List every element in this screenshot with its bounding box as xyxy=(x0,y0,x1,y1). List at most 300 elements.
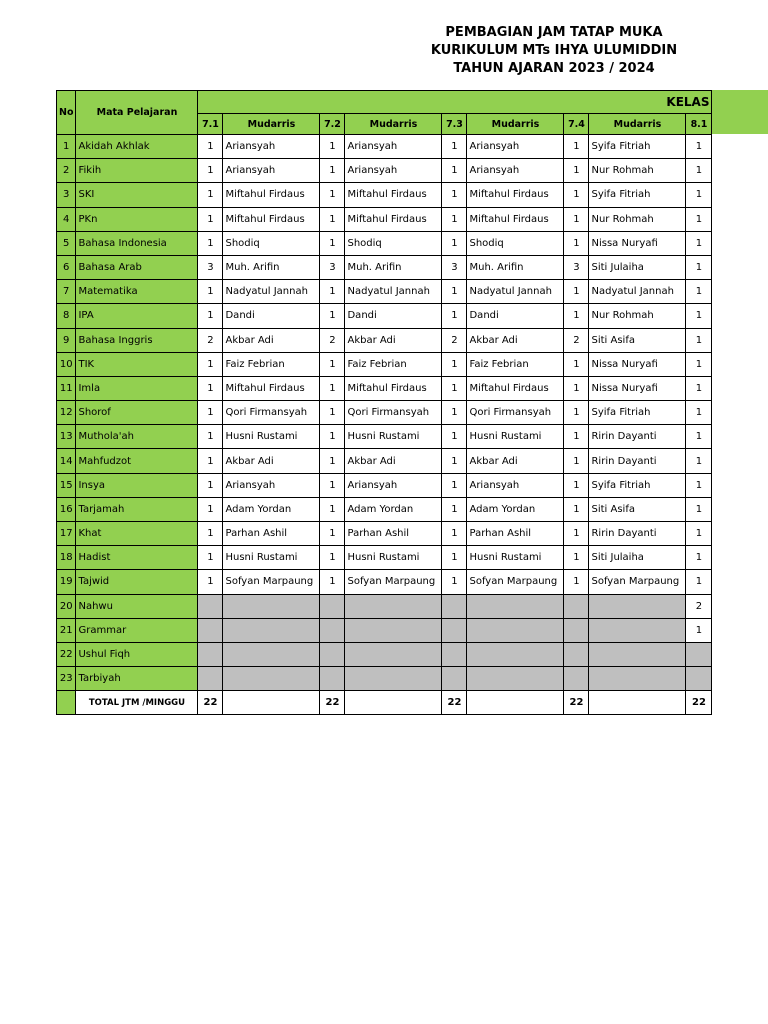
hours-cell-8-1: 1 xyxy=(686,570,712,594)
teacher-cell: Ariansyah xyxy=(223,473,320,497)
table-row xyxy=(57,159,712,183)
hours-cell: 1 xyxy=(198,207,223,231)
hours-cell: 1 xyxy=(442,546,467,570)
total-label: TOTAL JTM /MINGGU xyxy=(76,691,198,715)
teacher-cell: Nur Rohmah xyxy=(589,159,686,183)
teacher-cell: Ririn Dayanti xyxy=(589,449,686,473)
total-empty-cell xyxy=(223,691,320,715)
hours-cell: 1 xyxy=(320,135,345,159)
teacher-cell xyxy=(345,642,442,666)
teacher-cell: Ariansyah xyxy=(467,135,564,159)
table-row xyxy=(57,497,712,521)
hours-cell: 1 xyxy=(564,183,589,207)
total-no-cell xyxy=(57,691,76,715)
header-mudarris: Mudarris xyxy=(467,114,564,135)
hours-cell: 1 xyxy=(442,183,467,207)
hours-cell: 1 xyxy=(442,207,467,231)
teacher-cell: Akbar Adi xyxy=(223,328,320,352)
teacher-cell xyxy=(467,594,564,618)
teacher-cell: Nadyatul Jannah xyxy=(345,280,442,304)
hours-cell-8-1: 1 xyxy=(686,231,712,255)
title-line-2: KURIKULUM MTs IHYA ULUMIDDIN xyxy=(430,43,678,58)
header-mudarris: Mudarris xyxy=(223,114,320,135)
table-row xyxy=(57,594,712,618)
subject-name: TIK xyxy=(76,352,198,376)
hours-cell-8-1: 1 xyxy=(686,546,712,570)
teacher-cell: Nissa Nuryafi xyxy=(589,352,686,376)
row-number: 20 xyxy=(57,594,76,618)
table-row xyxy=(57,522,712,546)
teacher-cell: Akbar Adi xyxy=(345,328,442,352)
row-number: 3 xyxy=(57,183,76,207)
teacher-cell xyxy=(345,594,442,618)
teacher-cell: Adam Yordan xyxy=(345,497,442,521)
teacher-cell: Miftahul Firdaus xyxy=(467,376,564,400)
header-class-7-3: 7.3 xyxy=(442,114,467,135)
teacher-cell: Nadyatul Jannah xyxy=(589,280,686,304)
total-value: 22 xyxy=(198,691,223,715)
hours-cell: 1 xyxy=(564,280,589,304)
teacher-cell: Ariansyah xyxy=(467,159,564,183)
hours-cell: 1 xyxy=(198,546,223,570)
teacher-cell: Qori Firmansyah xyxy=(467,401,564,425)
header-class-7-2: 7.2 xyxy=(320,114,345,135)
hours-cell: 1 xyxy=(320,449,345,473)
row-number: 17 xyxy=(57,522,76,546)
teacher-cell: Shodiq xyxy=(345,231,442,255)
hours-cell-8-1: 1 xyxy=(686,449,712,473)
hours-cell: 1 xyxy=(320,352,345,376)
hours-cell: 1 xyxy=(198,352,223,376)
hours-cell: 1 xyxy=(198,304,223,328)
hours-cell xyxy=(198,594,223,618)
hours-cell: 1 xyxy=(320,401,345,425)
total-empty-cell xyxy=(467,691,564,715)
teacher-cell: Faiz Febrian xyxy=(345,352,442,376)
hours-cell: 1 xyxy=(198,376,223,400)
row-number: 10 xyxy=(57,352,76,376)
hours-cell-8-1: 1 xyxy=(686,304,712,328)
teacher-cell: Parhan Ashil xyxy=(345,522,442,546)
teacher-cell xyxy=(223,594,320,618)
teacher-cell xyxy=(467,642,564,666)
row-number: 22 xyxy=(57,642,76,666)
table-row xyxy=(57,376,712,400)
subject-name: Akidah Akhlak xyxy=(76,135,198,159)
teacher-cell: Husni Rustami xyxy=(345,425,442,449)
teacher-cell: Husni Rustami xyxy=(223,546,320,570)
hours-cell: 1 xyxy=(442,352,467,376)
table-row xyxy=(57,255,712,279)
hours-cell-8-1: 1 xyxy=(686,473,712,497)
hours-cell: 3 xyxy=(564,255,589,279)
hours-cell: 1 xyxy=(320,425,345,449)
teacher-cell: Miftahul Firdaus xyxy=(223,183,320,207)
hours-cell-8-1: 1 xyxy=(686,135,712,159)
hours-cell: 1 xyxy=(442,159,467,183)
subject-name: Khat xyxy=(76,522,198,546)
row-number: 23 xyxy=(57,667,76,691)
subject-name: Tarjamah xyxy=(76,497,198,521)
teacher-cell: Sofyan Marpaung xyxy=(223,570,320,594)
hours-cell: 1 xyxy=(198,570,223,594)
table-row xyxy=(57,280,712,304)
hours-cell-8-1: 1 xyxy=(686,352,712,376)
total-row xyxy=(57,691,712,715)
teacher-cell: Siti Asifa xyxy=(589,328,686,352)
hours-cell: 1 xyxy=(442,304,467,328)
hours-cell: 1 xyxy=(198,231,223,255)
header-class-8-1: 8.1 xyxy=(686,114,712,135)
hours-cell xyxy=(564,667,589,691)
teacher-cell: Dandi xyxy=(223,304,320,328)
hours-cell: 3 xyxy=(442,255,467,279)
teacher-cell: Adam Yordan xyxy=(223,497,320,521)
teacher-cell: Muh. Arifin xyxy=(467,255,564,279)
document-title xyxy=(400,24,708,78)
teacher-cell: Miftahul Firdaus xyxy=(345,207,442,231)
hours-cell: 1 xyxy=(564,135,589,159)
hours-cell: 1 xyxy=(564,546,589,570)
hours-cell: 1 xyxy=(442,231,467,255)
teacher-cell xyxy=(467,667,564,691)
hours-cell: 1 xyxy=(320,231,345,255)
teacher-cell: Syifa Fitriah xyxy=(589,401,686,425)
header-class-7-4: 7.4 xyxy=(564,114,589,135)
subject-name: Fikih xyxy=(76,159,198,183)
row-number: 16 xyxy=(57,497,76,521)
teacher-cell: Akbar Adi xyxy=(345,449,442,473)
hours-cell: 1 xyxy=(564,473,589,497)
row-number: 14 xyxy=(57,449,76,473)
teacher-cell: Ariansyah xyxy=(467,473,564,497)
hours-cell: 1 xyxy=(320,473,345,497)
subject-name: Mahfudzot xyxy=(76,449,198,473)
row-number: 5 xyxy=(57,231,76,255)
hours-cell xyxy=(442,642,467,666)
hours-cell: 1 xyxy=(564,522,589,546)
teacher-cell: Husni Rustami xyxy=(223,425,320,449)
subject-name: PKn xyxy=(76,207,198,231)
teacher-cell xyxy=(223,642,320,666)
hours-cell: 1 xyxy=(320,546,345,570)
hours-cell: 2 xyxy=(564,328,589,352)
hours-cell: 1 xyxy=(198,425,223,449)
hours-cell: 2 xyxy=(320,328,345,352)
hours-cell-8-1: 2 xyxy=(686,594,712,618)
table-row xyxy=(57,570,712,594)
hours-cell: 3 xyxy=(320,255,345,279)
teacher-cell: Faiz Febrian xyxy=(467,352,564,376)
hours-cell-8-1 xyxy=(686,642,712,666)
teacher-cell: Husni Rustami xyxy=(345,546,442,570)
schedule-table xyxy=(56,90,712,715)
hours-cell: 1 xyxy=(198,473,223,497)
hours-cell xyxy=(442,618,467,642)
hours-cell xyxy=(564,642,589,666)
table-row xyxy=(57,667,712,691)
total-value: 22 xyxy=(442,691,467,715)
hours-cell xyxy=(198,642,223,666)
teacher-cell xyxy=(589,594,686,618)
table-row xyxy=(57,546,712,570)
hours-cell: 1 xyxy=(198,280,223,304)
subject-name: Nahwu xyxy=(76,594,198,618)
hours-cell: 1 xyxy=(564,304,589,328)
hours-cell-8-1 xyxy=(686,667,712,691)
table-row xyxy=(57,135,712,159)
subject-name: Bahasa Indonesia xyxy=(76,231,198,255)
teacher-cell: Syifa Fitriah xyxy=(589,135,686,159)
hours-cell xyxy=(320,594,345,618)
hours-cell-8-1: 1 xyxy=(686,522,712,546)
teacher-cell: Dandi xyxy=(467,304,564,328)
row-number: 19 xyxy=(57,570,76,594)
subject-name: Grammar xyxy=(76,618,198,642)
teacher-cell: Nur Rohmah xyxy=(589,207,686,231)
hours-cell xyxy=(198,667,223,691)
subject-name: Imla xyxy=(76,376,198,400)
teacher-cell: Adam Yordan xyxy=(467,497,564,521)
hours-cell-8-1: 1 xyxy=(686,183,712,207)
teacher-cell: Syifa Fitriah xyxy=(589,183,686,207)
teacher-cell: Akbar Adi xyxy=(223,449,320,473)
total-value: 22 xyxy=(564,691,589,715)
table-row xyxy=(57,425,712,449)
hours-cell xyxy=(320,667,345,691)
hours-cell: 1 xyxy=(320,183,345,207)
hours-cell xyxy=(442,594,467,618)
row-number: 4 xyxy=(57,207,76,231)
header-fill-extension xyxy=(711,90,768,134)
row-number: 12 xyxy=(57,401,76,425)
teacher-cell xyxy=(345,618,442,642)
hours-cell: 2 xyxy=(442,328,467,352)
hours-cell: 1 xyxy=(198,135,223,159)
hours-cell: 1 xyxy=(564,352,589,376)
row-number: 18 xyxy=(57,546,76,570)
teacher-cell: Dandi xyxy=(345,304,442,328)
hours-cell: 1 xyxy=(320,280,345,304)
teacher-cell xyxy=(223,618,320,642)
teacher-cell: Siti Julaiha xyxy=(589,546,686,570)
teacher-cell: Miftahul Firdaus xyxy=(467,183,564,207)
hours-cell-8-1: 1 xyxy=(686,159,712,183)
teacher-cell: Husni Rustami xyxy=(467,425,564,449)
row-number: 8 xyxy=(57,304,76,328)
subject-name: Insya xyxy=(76,473,198,497)
hours-cell: 1 xyxy=(442,280,467,304)
teacher-cell xyxy=(589,618,686,642)
table-row xyxy=(57,207,712,231)
row-number: 6 xyxy=(57,255,76,279)
hours-cell: 1 xyxy=(320,497,345,521)
total-value-8-1: 22 xyxy=(686,691,712,715)
teacher-cell: Nissa Nuryafi xyxy=(589,231,686,255)
header-mudarris: Mudarris xyxy=(345,114,442,135)
subject-name: Tarbiyah xyxy=(76,667,198,691)
hours-cell xyxy=(320,618,345,642)
hours-cell: 1 xyxy=(198,183,223,207)
teacher-cell xyxy=(345,667,442,691)
hours-cell: 1 xyxy=(564,159,589,183)
teacher-cell: Shodiq xyxy=(223,231,320,255)
title-line-3: TAHUN AJARAN 2023 / 2024 xyxy=(453,61,655,76)
total-empty-cell xyxy=(589,691,686,715)
hours-cell-8-1: 1 xyxy=(686,280,712,304)
teacher-cell: Akbar Adi xyxy=(467,449,564,473)
teacher-cell: Parhan Ashil xyxy=(223,522,320,546)
teacher-cell: Siti Asifa xyxy=(589,497,686,521)
header-mata-pelajaran: Mata Pelajaran xyxy=(76,91,198,135)
table-row xyxy=(57,618,712,642)
hours-cell xyxy=(320,642,345,666)
hours-cell: 1 xyxy=(320,159,345,183)
hours-cell: 1 xyxy=(564,401,589,425)
hours-cell-8-1: 1 xyxy=(686,328,712,352)
teacher-cell: Sofyan Marpaung xyxy=(589,570,686,594)
teacher-cell xyxy=(223,667,320,691)
hours-cell: 1 xyxy=(198,449,223,473)
hours-cell: 1 xyxy=(442,425,467,449)
row-number: 9 xyxy=(57,328,76,352)
hours-cell-8-1: 1 xyxy=(686,497,712,521)
subject-name: Shorof xyxy=(76,401,198,425)
hours-cell: 1 xyxy=(442,135,467,159)
title-line-1: PEMBAGIAN JAM TATAP MUKA xyxy=(445,25,663,40)
subject-name: Hadist xyxy=(76,546,198,570)
hours-cell xyxy=(442,667,467,691)
table-row xyxy=(57,352,712,376)
subject-name: IPA xyxy=(76,304,198,328)
hours-cell: 1 xyxy=(442,449,467,473)
hours-cell xyxy=(564,594,589,618)
hours-cell: 1 xyxy=(564,425,589,449)
hours-cell-8-1: 1 xyxy=(686,425,712,449)
header-kelas: KELAS xyxy=(198,91,712,114)
hours-cell xyxy=(198,618,223,642)
table-row xyxy=(57,642,712,666)
teacher-cell: Sofyan Marpaung xyxy=(345,570,442,594)
teacher-cell: Faiz Febrian xyxy=(223,352,320,376)
header-row-kelas xyxy=(57,91,712,114)
hours-cell: 1 xyxy=(198,522,223,546)
row-number: 11 xyxy=(57,376,76,400)
teacher-cell: Ariansyah xyxy=(345,473,442,497)
table-row xyxy=(57,449,712,473)
teacher-cell: Muh. Arifin xyxy=(345,255,442,279)
teacher-cell: Sofyan Marpaung xyxy=(467,570,564,594)
teacher-cell: Qori Firmansyah xyxy=(345,401,442,425)
teacher-cell: Miftahul Firdaus xyxy=(345,183,442,207)
table-row xyxy=(57,304,712,328)
teacher-cell: Ariansyah xyxy=(345,135,442,159)
hours-cell: 1 xyxy=(320,304,345,328)
teacher-cell: Parhan Ashil xyxy=(467,522,564,546)
teacher-cell xyxy=(589,642,686,666)
table-row xyxy=(57,183,712,207)
teacher-cell: Ririn Dayanti xyxy=(589,425,686,449)
hours-cell: 1 xyxy=(564,449,589,473)
table-row xyxy=(57,231,712,255)
header-no: No xyxy=(57,91,76,135)
subject-name: Muthola'ah xyxy=(76,425,198,449)
teacher-cell: Nur Rohmah xyxy=(589,304,686,328)
subject-name: SKI xyxy=(76,183,198,207)
hours-cell-8-1: 1 xyxy=(686,255,712,279)
hours-cell-8-1: 1 xyxy=(686,376,712,400)
teacher-cell: Miftahul Firdaus xyxy=(467,207,564,231)
hours-cell: 1 xyxy=(198,401,223,425)
table-row xyxy=(57,401,712,425)
total-value: 22 xyxy=(320,691,345,715)
hours-cell: 1 xyxy=(320,570,345,594)
hours-cell xyxy=(564,618,589,642)
teacher-cell: Qori Firmansyah xyxy=(223,401,320,425)
hours-cell: 2 xyxy=(198,328,223,352)
teacher-cell: Miftahul Firdaus xyxy=(223,207,320,231)
table-row xyxy=(57,473,712,497)
teacher-cell: Ariansyah xyxy=(223,135,320,159)
teacher-cell: Ririn Dayanti xyxy=(589,522,686,546)
hours-cell: 1 xyxy=(442,376,467,400)
subject-name: Tajwid xyxy=(76,570,198,594)
hours-cell-8-1: 1 xyxy=(686,618,712,642)
hours-cell: 1 xyxy=(320,522,345,546)
row-number: 15 xyxy=(57,473,76,497)
header-class-7-1: 7.1 xyxy=(198,114,223,135)
hours-cell: 1 xyxy=(442,570,467,594)
header-mudarris: Mudarris xyxy=(589,114,686,135)
hours-cell: 1 xyxy=(442,473,467,497)
teacher-cell: Nadyatul Jannah xyxy=(223,280,320,304)
teacher-cell: Muh. Arifin xyxy=(223,255,320,279)
hours-cell: 1 xyxy=(564,376,589,400)
subject-name: Ushul Fiqh xyxy=(76,642,198,666)
hours-cell-8-1: 1 xyxy=(686,401,712,425)
teacher-cell: Syifa Fitriah xyxy=(589,473,686,497)
hours-cell: 1 xyxy=(442,401,467,425)
row-number: 2 xyxy=(57,159,76,183)
subject-name: Bahasa Inggris xyxy=(76,328,198,352)
teacher-cell xyxy=(467,618,564,642)
teacher-cell: Husni Rustami xyxy=(467,546,564,570)
hours-cell: 1 xyxy=(198,159,223,183)
subject-name: Matematika xyxy=(76,280,198,304)
hours-cell: 1 xyxy=(564,207,589,231)
teacher-cell: Shodiq xyxy=(467,231,564,255)
teacher-cell: Siti Julaiha xyxy=(589,255,686,279)
teacher-cell: Miftahul Firdaus xyxy=(223,376,320,400)
hours-cell: 1 xyxy=(564,231,589,255)
row-number: 13 xyxy=(57,425,76,449)
hours-cell: 1 xyxy=(320,207,345,231)
hours-cell: 1 xyxy=(320,376,345,400)
hours-cell: 1 xyxy=(198,497,223,521)
hours-cell: 3 xyxy=(198,255,223,279)
subject-name: Bahasa Arab xyxy=(76,255,198,279)
teacher-cell: Nissa Nuryafi xyxy=(589,376,686,400)
table-row xyxy=(57,328,712,352)
teacher-cell: Miftahul Firdaus xyxy=(345,376,442,400)
row-number: 1 xyxy=(57,135,76,159)
row-number: 21 xyxy=(57,618,76,642)
hours-cell: 1 xyxy=(442,522,467,546)
hours-cell: 1 xyxy=(564,497,589,521)
teacher-cell xyxy=(589,667,686,691)
teacher-cell: Nadyatul Jannah xyxy=(467,280,564,304)
hours-cell: 1 xyxy=(442,497,467,521)
